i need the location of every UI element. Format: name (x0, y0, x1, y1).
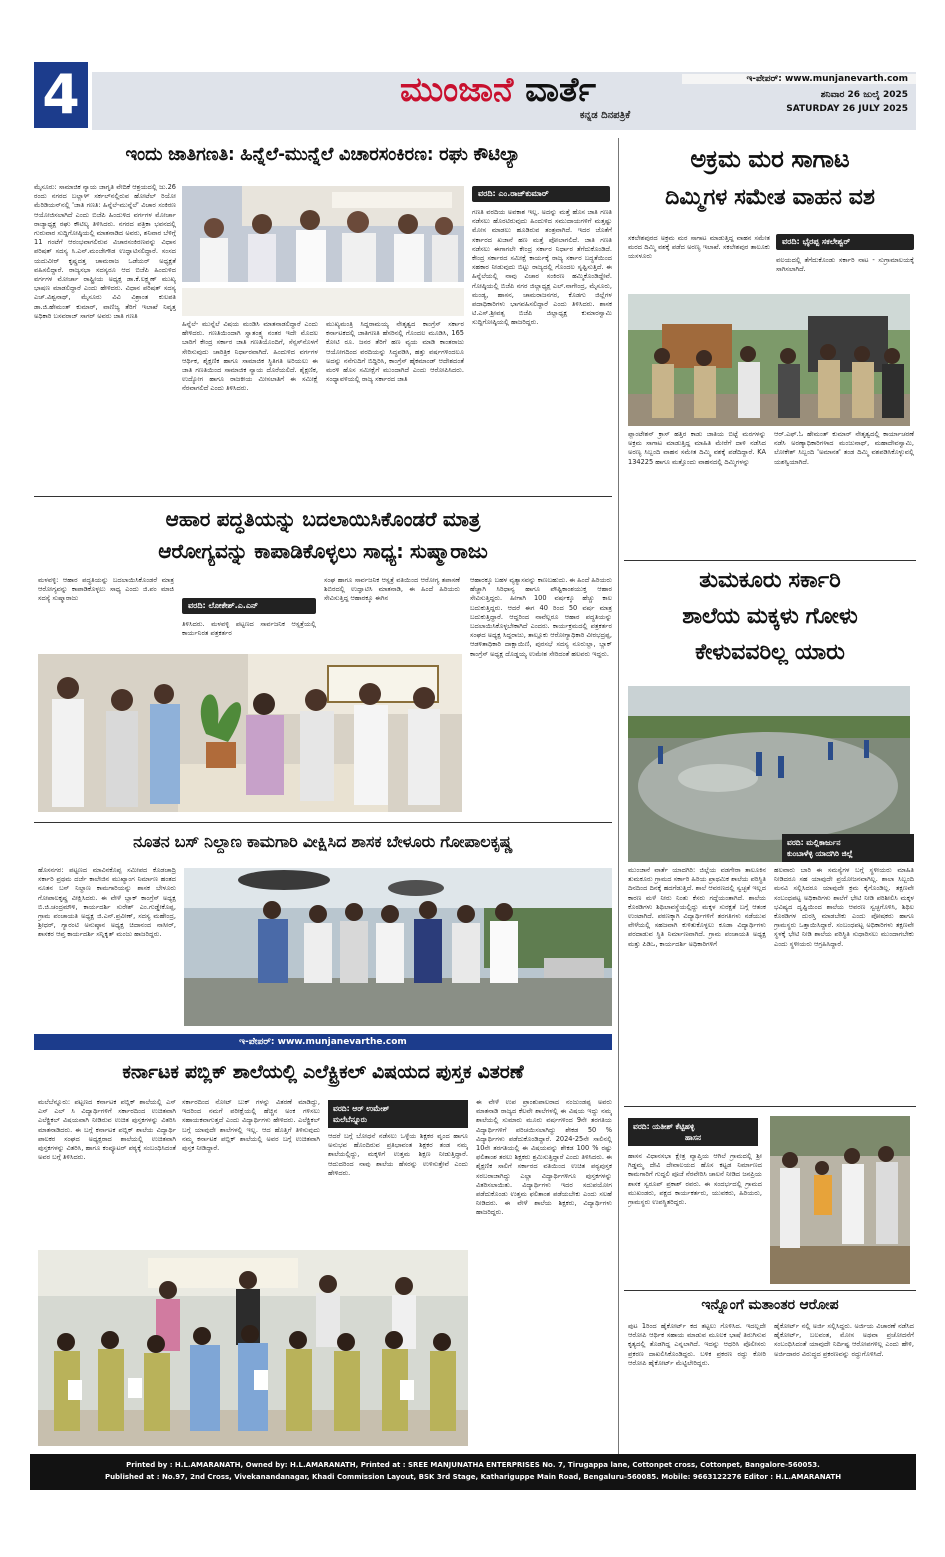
diet-col1: ಮಳವಳ್ಳಿ: ಆಹಾರ ಪದ್ಧತಿಯನ್ನು ಬದಲಾಯಿಸಿಕೊಂಡರೆ ಮಾತ್ರ ಆರೋಗ್ಯವನ್ನು ಕಾಪಾಡಿಕೊಳ್ಳಲು ಸಾಧ್ಯ ಎಂದು ಜಿ.ಪಂ ಮಾಜಿ ಸದಸ್ಯೆ ಸುಷ್ಮಾರಾಜು (38, 576, 174, 603)
date-kannada: ಶನಿವಾರ 26 ಜುಲೈ 2025 (820, 90, 908, 100)
tumakuru-col1: ಮುಂಜಾನೆ ವಾರ್ತೆ ಯಾದಗಿರಿ: ಜಿಲ್ಲೆಯ ವಡಗೇರಾ ತಾಲೂಕಿನ ತುಮಕೂರು ಗ್ರಾಮದ ಸರ್ಕಾರಿ ಹಿರಿಯ ಪ್ರಾಥಮಿಕ ಶಾಲೆಯ ಪರಿಸ್ಥಿತಿ ದಿನದಿಂದ ದಿನಕ್ಕೆ ಹದಗೆಡುತ್ತಿದೆ. ಶಾಲೆ ಆವರಣದಲ್ಲಿ ಸ್ವಚ್ಛತೆ ಇಲ್ಲದ ಕಾರಣ ಮಳೆ ನೀರು ನಿಂತು ಕೆಸರು ಗದ್ದೆಯಂತಾಗಿದೆ. ಶಾಲೆಯ ಕೊಠಡಿಗಳು ಶಿಥಿಲಾವಸ್ಥೆಯಲ್ಲಿದ್ದು ಮಕ್ಕಳ ಸುರಕ್ಷತೆ ಬಗ್ಗೆ ಆತಂಕ ಉಂಟಾಗಿದೆ. ಪಠಣಕ್ಕಾಗಿ ವಿದ್ಯಾರ್ಥಿಗಳಿಗೆ ತರಗತಿಗಳು ನಡೆಯುವ ವೇಳೆಯಲ್ಲಿ ಸಹಜವಾಗಿ ಕುಳಿತುಕೊಳ್ಳಲು ಕೂಡಾ ವಿದ್ಯಾರ್ಥಿಗಳು ಪರದಾಡುವ ಸ್ಥಿತಿ ನಿರ್ಮಾಣವಾಗಿದೆ. ಗ್ರಾಮ ಪಂಚಾಯತಿ ಅಧ್ಯಕ್ಷ ಮತ್ತು ಪಿಡಿಒ, ಕಾರ್ಯದರ್ಶಿ ಅಧಿಕಾರಿಗಳಿಗೆ (628, 866, 766, 948)
tumakuru-byline (782, 834, 914, 862)
conversion-col2: ಹೈಕೋರ್ಟ್ ನಲ್ಲಿ ಅರ್ಜಿ ಸಲ್ಲಿಸಿದ್ದರು. ಅರ್ಜಿಯ ವಿಚಾರಣೆ ನಡೆಸಿದ ಹೈಕೋರ್ಟ್, ಬಲವಂತ, ಮೋಸ ಅಥವಾ ಪ್ರಚೋದನೆಗೆ ಸಂಬಂಧಿಸಿದಂತೆ ಯಾವುದೇ ನಿರ್ದಿಷ್ಟ ಆರೋಪಗಳಿಲ್ಲ ಎಂದು ಹೇಳಿ, ಅರ್ಜಿದಾರರ ವಿರುದ್ಧದ ಪ್ರಕರಣವನ್ನು ರದ್ದುಗೊಳಿಸಿದೆ. (774, 1322, 914, 1358)
diet-col3: ಸಂಘ ಹಾಗೂ ಸಾರ್ವಜನಿಕ ಆಸ್ಪತ್ರೆ ವತಿಯಿಂದ ಆರೋಗ್ಯ ತಪಾಸಣೆ ಶಿಬಿರದಲ್ಲಿ ಉದ್ಘಾಟಿಸಿ ಮಾತನಾಡಿ, ಈ ಹಿಂದೆ ಹಿರಿಯರು ಸೇವಿಸುತ್ತಿದ್ದ ಆಹಾರಕ್ಕೂ ಈಗಿನ (324, 576, 460, 603)
hassan-byline (628, 1118, 758, 1146)
bus-headline: ನೂತನ ಬಸ್ ನಿಲ್ದಾಣ ಕಾಮಗಾರಿ ವೀಕ್ಷಿಸಿದ ಶಾಸಕ ಬೇಳೂರು ಗೋಪಾಲಕೃಷ್ಣ (133, 832, 513, 851)
hassan-byline-1: ವರದಿ: ಯತೀಶ್ ಕೆಟ್ಟಿಹಳ್ಳಿ (633, 1122, 695, 1131)
masthead-title (400, 68, 700, 112)
rule-tumakuru-bottom (624, 1106, 916, 1107)
rule-diet-bottom (34, 822, 612, 823)
page-number: 4 (42, 63, 80, 126)
tumakuru-col2: ಹಲವಾರು ಬಾರಿ ಈ ಸಮಸ್ಯೆಗಳ ಬಗ್ಗೆ ಸ್ಥಳೀಯರು ಮಾಹಿತಿ ನೀಡಿದರೂ ಸಹ ಯಾವುದೇ ಪ್ರಯೋಜನವಾಗಿಲ್ಲ. ಶಾಲಾ ಸಿಬ್ಬಂದಿ ಮನವಿ ಸಲ್ಲಿಸಿದರೂ ಯಾವುದೇ ಕ್ರಮ ಕೈಗೊಂಡಿಲ್ಲ. ತಕ್ಷಣವೇ ಸಂಬಂಧಪಟ್ಟ ಅಧಿಕಾರಿಗಳು ಶಾಲೆಗೆ ಭೇಟಿ ನೀಡಿ ಪರಿಶೀಲಿಸಿ ಮಕ್ಕಳ ಭವಿಷ್ಯದ ದೃಷ್ಟಿಯಿಂದ ಶಾಲೆಯ ಆವರಣ ಸ್ವಚ್ಛಗೊಳಿಸಿ, ಶಿಥಿಲ ಕೊಠಡಿಗಳ ದುರಸ್ತಿ ಮಾಡಬೇಕು ಎಂದು ಪೋಷಕರು ಹಾಗೂ ಗ್ರಾಮಸ್ಥರು ಒತ್ತಾಯಿಸಿದ್ದಾರೆ. ಸಂಬಂಧಪಟ್ಟ ಅಧಿಕಾರಿಗಳು ತಕ್ಷಣವೇ ಸ್ಥಳಕ್ಕೆ ಭೇಟಿ ನೀಡಿ ಶಾಲೆಯ ಪರಿಸ್ಥಿತಿ ಸುಧಾರಿಸಲು ಮುಂದಾಗಬೇಕು ಎಂದು ಸ್ಥಳೀಯರು ಆಗ್ರಹಿಸಿದ್ದಾರೆ. (774, 866, 914, 948)
tumakuru-headline-2: ಶಾಲೆಯ ಮಕ್ಕಳು ಗೋಳು (682, 604, 858, 629)
diet-headline-1: ಆಹಾರ ಪದ್ಧತಿಯನ್ನು ಬದಲಾಯಿಸಿಕೊಂಡರೆ ಮಾತ್ರ (165, 507, 481, 531)
books-photo (38, 1250, 468, 1446)
books-byline-2: ಮಲೆಬೆನ್ನೂರು (333, 1115, 368, 1124)
caste-col2: ಹಿನ್ನೆಲೆ- ಮುನ್ನೆಲೆ ವಿಷಯ ಮಂಡಿಸಿ ಮಾತನಾಡಲಿದ್ದಾರೆ ಎಂದು ಹೇಳಿದರು. ಗಣತಿಯಿಂದಾಗಿ ಸ್ವಾತಂತ್ರ್ಯ ನಂತರ ಇದೇ ಮೊದಲ ಬಾರಿಗೆ ಕೇಂದ್ರ ಸರ್ಕಾರ ಜಾತಿ ಗಣತಿಯೊಂದಿಗೆ, ಸೆನ್ಸಸ್‌ನೊಳಗೆ ಸೇರಿಸುವುದು ಚಾರಿತ್ರಿಕ ನಿರ್ಧಾರವಾಗಿದೆ. ಹಿಂದುಳಿದ ವರ್ಗಗಳ ಆರ್ಥಿಕ, ಶೈಕ್ಷಣಿಕ ಹಾಗೂ ಸಾಮಾಜಿಕ ಸ್ಥಿತಿಗತಿ ಅರಿಯಲು ಈ ಜಾತಿ ಗಣತಿಯಿಂದ ಸಾಮಾಜಿಕ ನ್ಯಾಯ ದೊರೆಯಲಿದೆ. ಶೈಕ್ಷಣಿಕ, ಉದ್ಯೋಗ ಹಾಗೂ ರಾಜಕೀಯ ಮೀಸಲಾತಿಗೆ ಈ ಸಮೀಕ್ಷೆ ನೆರವಾಗಲಿದೆ ಎಂದು ತಿಳಿಸಿದರು. (182, 320, 318, 393)
title-black: ವಾರ್ತೆ (525, 70, 596, 110)
tumakuru-byline-1: ವರದಿ: ಮಲ್ಲಿಕಾರ್ಜುನ (787, 838, 841, 847)
caste-col4: ಗಣತಿ ವರದಿಯ ಅವಕಾಶ ಇಲ್ಲ. ಅದನ್ನು ಮತ್ತೆ ಹೊಸ ಜಾತಿ ಗಣತಿ ನಡೆಸಲು ಹೊರಟಿರುವುದು ಹಿಂದುಳಿದ ಸಮುದಾಯಗಳಿಗೆ ಮತ್ತಷ್ಟು ಮೋಸ ಮಾಡಲು ಹೂಡಿರುವ ತಂತ್ರವಾಗಿದೆ. ಇದರ ಜೊತೆಗೆ ಸರ್ಕಾರದ ಖಜಾನೆ ಹಣ ಮತ್ತೆ ಪೋಲಾಗಲಿದೆ. ಜಾತಿ ಗಣತಿ ನಡೆಸಲು ಈಗಾಗಲೇ ಕೇಂದ್ರ ಸರ್ಕಾರ ನಿರ್ಧಾರ ತೆಗೆದುಕೊಂಡಿದೆ. ಕೇಂದ್ರ ಸರ್ಕಾರದ ಸಮೀಕ್ಷೆ ಕಾರ್ಯಕ್ಕೆ ರಾಜ್ಯ ಸರ್ಕಾರ ಬದ್ಧತೆಯಿಂದ ಸಹಕಾರ ನೀಡುವುದು ಬಿಟ್ಟು ರಾಜ್ಯದಲ್ಲಿ ಗೊಂದಲ ಸೃಷ್ಟಿಸುತ್ತಿದೆ. ಈ ಹಿನ್ನೆಲೆಯಲ್ಲಿ ನಾವು ವಿಚಾರ ಸಂಕಿರಣ ಹಮ್ಮಿಕೊಂಡಿದ್ದೇವೆ. ಗೋಷ್ಠಿಯಲ್ಲಿ ಬಿಜೆಪಿ ನಗರ ಜಿಲ್ಲಾಧ್ಯಕ್ಷ ಎಲ್.ನಾಗೇಂದ್ರ, ಮೈಸೂರು, ಮಂಡ್ಯ, ಹಾಸನ, ಚಾಮರಾಜನಗರ, ಕೊಡಗು ಜಿಲ್ಲೆಗಳ ಪದಾಧಿಕಾರಿಗಳು ಭಾಗವಹಿಸಲಿದ್ದಾರೆ ಎಂದು ತಿಳಿಸಿದರು. ಶಾಸಕ ಟಿ.ಎಸ್.ಶ್ರೀವತ್ಸ ಬಿಜೆಪಿ ಜಿಲ್ಲಾಧ್ಯಕ್ಷ ಕುಮಾರಸ್ವಾಮಿ ಸುದ್ದಿಗೋಷ್ಠಿಯಲ್ಲಿ ಹಾಜರಿದ್ದರು. (472, 208, 612, 327)
books-col3: ಆದರೆ ಬಗ್ಗೆ ಬೋಧನೆ ನಡೆಸಲು ಒಳ್ಳೆಯ ಶಿಕ್ಷಕರ ವೃಂದ ಹಾಗೂ ಅನುಭವ ಹೊಂದಿರುವ ಪ್ರತಿಭಾವಂತ ಶಿಕ್ಷಕರ ತಂಡ ನಮ್ಮ ಶಾಲೆಯಲ್ಲಿದ್ದು, ಮಕ್ಕಳಿಗೆ ಉತ್ತಮ ಶಿಕ್ಷಣ ನೀಡುತ್ತಿದ್ದಾರೆ. ಆದುದರಿಂದ ನಾವು ಶಾಲೆಯ ಹೆಸರನ್ನು ಉಳಿಸುತ್ತೇವೆ ಎಂದು ಹೇಳಿದರು. (328, 1132, 468, 1177)
books-byline (328, 1100, 468, 1128)
diet-byline: ವರದಿ: ಲೋಕೇಶ್.ಎ.ಎನ್ (182, 598, 316, 614)
hassan-text: ಹಾಸನ ವಿಧಾನಸಭಾ ಕ್ಷೇತ್ರ ವ್ಯಾಪ್ತಿಯ ಆಗಿಲೆ ಗ್ರಾಮದಲ್ಲಿ ಶ್ರೀ ಗಿಡ್ಡಮ್ಮ ದೇವಿ ದೇವಾಲಯದ ಹೊಸ ಕಟ್ಟಡ ನಿರ್ಮಾಣದ ಕಾಮಗಾರಿಗೆ ಗುದ್ದಲಿ ಪೂಜೆ ನೆರವೇರಿಸಿ ಚಾಲನೆ ನೀಡಿದ ಜನಪ್ರಿಯ ಶಾಸಕ ಸ್ವರೂಪ್ ಪ್ರಕಾಶ್ ರವರು. ಈ ಸಂದರ್ಭದಲ್ಲಿ ಗ್ರಾಮದ ಮುಖಂಡರು, ಪಕ್ಷದ ಕಾರ್ಯಕರ್ತರು, ಯುವಕರು, ಹಿರಿಯರು, ಗ್ರಾಮಸ್ಥರು ಉಪಸ್ಥಿತರಿದ್ದರು. (628, 1152, 762, 1207)
logging-col2-top: ವಲಯದಲ್ಲಿ ತೆಗೆದುಕೊಂಡು ಸರ್ಕಾರಿ ನಾಟ - ಸುಗ್ರಾಮಾಲಯಕ್ಕೆ ಸಾಗಿಸಲಾಗಿದೆ. (776, 256, 914, 274)
logging-photo (628, 294, 910, 426)
footer (30, 1454, 916, 1490)
caste-byline: ವರದಿ: ಎಂ.ರಾಜ್‌ಕುಮಾರ್ (472, 186, 610, 202)
conversion-col1: ಪುಟ 1ರಿಂದ ಹೈಕೋರ್ಟ್ ಕದ ತಟ್ಟಲು ಗೊಳಿಸಿದ. ಇದಲ್ಲದೇ ಆರೋಪಿ ಆರ್ಥಿಕ ಸಹಾಯ ಮಾಡುವ ಮೂಲಕ ಭಾಷೆ ತಿರುಗಿಸುವ ಕೃತ್ಯದಲ್ಲಿ ತೊಡಗಿದ್ದ ಎನ್ನಲಾಗಿದೆ. ಇದನ್ನು ಆಧರಿಸಿ ಪೊಲೀಸರು ಪ್ರಕರಣ ದಾಖಲಿಸಿಕೊಂಡಿದ್ದರು. ಬಳಿಕ ಪ್ರಕರಣ ರದ್ದು ಕೋರಿ ಆರೋಪಿ ಹೈಕೋರ್ಟ್ ಮೆಟ್ಟಿಲೇರಿದ್ದರು. (628, 1322, 766, 1367)
hassan-byline-2: ಹಾಸನ (685, 1133, 701, 1142)
date-english: SATURDAY 26 JULY 2025 (786, 104, 908, 114)
tumakuru-headline-1: ತುಮಕೂರು ಸರ್ಕಾರಿ (699, 568, 841, 593)
epaper-strip-text: ಇ-ಪೇಪರ್: www.munjanevarthe.com (239, 1037, 407, 1047)
masthead (30, 58, 916, 132)
caste-col3: ಮುಖ್ಯಮಂತ್ರಿ ಸಿದ್ದರಾಮಯ್ಯ ನೇತೃತ್ವದ ಕಾಂಗ್ರೆಸ್ ಸರ್ಕಾರ ಕರ್ನಾಟಕದಲ್ಲಿ ಜಾತಿಗಣತಿ ಹೆಸರಿನಲ್ಲಿ ಗೊಂದಲ ಮೂಡಿಸಿ, 165 ಕೋಟಿ ರೂ. ಜನರ ತೆರಿಗೆ ಹಣ ವ್ಯಯ ಮಾಡಿ ಕಾಂತರಾಜು ಆಯೋಗದಿಂದ ವರದಿಯನ್ನು ಸಿದ್ಧಪಡಿಸಿ, ಹತ್ತು ವರ್ಷಗಳಿಂದಲೂ ಅದನ್ನು ನನೆಗುದಿಗೆ ಬಿದ್ದಿರಿಸಿ, ಕಾಂಗ್ರೆಸ್ ಹೈಕಮಾಂಡ್ ಆದೇಶದಂತೆ ಮರಳಿ ಹೊಸ ಸಮೀಕ್ಷೆಗೆ ಮುಂದಾಗಿದೆ ಎಂದು ಆರೋಪಿಸಿದರು. ಸಂಧ್ಯಾವಳಿಯಲ್ಲಿ ರಾಜ್ಯ ಸರ್ಕಾರದ ಜಾತಿ (326, 320, 464, 384)
footer-line2: Published at : No.97, 2nd Cross, Vivekanandanagar, Khadi Commission Layout, BSK 3rd Stage, Kathariguppe Main Road, Bengaluru-560085. Mobile: 9663122276 Editor : H.L.AMARANATH (104, 1473, 842, 1481)
logging-byline: ವರದಿ: ಭೈರಪ್ಪ ಸಕಲೇಶ್ವರ್ (776, 234, 914, 250)
caste-headline: ಇಂದು ಜಾತಿಗಣತಿ: ಹಿನ್ನೆಲೆ-ಮುನ್ನೆಲೆ ವಿಚಾರಸಂಕಿರಣ: ರಘು ಕೌಟಿಲ್ಯಾ (125, 144, 521, 165)
bus-text: ಹೊಸನಗರ: ಪಟ್ಟಣದ ಮಾವಿನಕೊಪ್ಪ ಸಮೀಪದ ಕೊಡಚಾದ್ರಿ ಸರ್ಕಾರಿ ಪ್ರಥಮ ದರ್ಜೆ ಕಾಲೇಜಿನ ಮುಖ್ಯಾಂಗ ನಿರ್ಮಾಣ ಹಂತದ ನೂತನ ಬಸ್ ನಿಲ್ದಾಣ ಕಾಮಗಾರಿಯನ್ನು ಶಾಸಕ ಬೇಳೂರು ಗೋಪಾಲಕೃಷ್ಣ ವೀಕ್ಷಿಸಿದರು. ಈ ವೇಳೆ ಬ್ಲಾಕ್ ಕಾಂಗ್ರೆಸ್ ಅಧ್ಯಕ್ಷ ಬಿ.ಜಿ.ಚಂದ್ರಮೌಳಿ, ಕಾರ್ಯದರ್ಶಿ ಸುರೇಶ್ ಎಂ.ಗುಡ್ಡೇಕೊಪ್ಪ, ಗ್ರಾಮ ಪಂಚಾಯತಿ ಅಧ್ಯಕ್ಷ ಜಿ.ಎನ್.ಪ್ರವೀಣ್, ಸದಸ್ಯ ಮಹೇಂದ್ರ, ಶ್ರೀಧರ್, ಗ್ಯಾರಂಟಿ ಅನುಷ್ಠಾನ ಅಧ್ಯಕ್ಷ ಚಿದಾನಂದ ನಾಸೀರ್, ಶಾಸಕರ ಆಪ್ತ ಕಾರ್ಯದರ್ಶಿ ಸನ್ನಿಕೃತ್ ಮಂಜು ಹಾಜರಿದ್ದರು. (38, 866, 176, 939)
title-red: ಮುಂಜಾನೆ (400, 70, 514, 110)
diet-photo (38, 654, 462, 812)
masthead-tagline: ಕನ್ನಡ ದಿನಪತ್ರಿಕೆ (579, 110, 631, 121)
epaper-label: ಇ-ಪೇಪರ್: www.munjanevarth.com (682, 74, 916, 84)
bus-photo (184, 868, 612, 1026)
footer-line1: Printed by : H.L.AMARANATH, Owned by: H.L.AMARANATH, Printed at : SREE MANJUNATHA ENTERPRISES No. 7, Tirugappa lane, Cottonpet cross, Cottonpet, Bangalore-560053. (126, 1461, 820, 1469)
tumakuru-byline-2: ಕುಂಬಾಳೆಳ್ಳಿ ಯಾದಗಿರಿ ಜಿಲ್ಲೆ (787, 849, 853, 858)
caste-col1: ಮೈಸೂರು: ಸಾಮಾಜಿಕ ನ್ಯಾಯ ಜಾಗೃತಿ ವೇದಿಕೆ ಆಶ್ರಯದಲ್ಲಿ ಜು.26 ರಂದು ನಗರದ ಬಲ್ಲಾಳ್ ಸರ್ಕಲ್‌ನಲ್ಲಿರುವ ಹೋಟೆಲ್ ರಿಯೋ ಮೆರಿಡಿಯನ್‌ನಲ್ಲಿ 'ಜಾತಿ ಗಣತಿ: ಹಿನ್ನೆಲೆ-ಮುನ್ನೆಲೆ' ವಿಚಾರ ಸಂಕಿರಣ ಆಯೋಜಿಸಲಾಗಿದೆ ಎಂದು ಬಿಜೆಪಿ ಹಿಂದುಳಿದ ವರ್ಗಗಳ ಮೋರ್ಚಾ ರಾಜ್ಯಾಧ್ಯಕ್ಷ ರಘು ಕೌಟಿಲ್ಯ ತಿಳಿಸಿದರು. ನಗರದ ಪತ್ರಿಕಾ ಭವನದಲ್ಲಿ ಗುರುವಾರ ಸುದ್ದಿಗೋಷ್ಠಿಯಲ್ಲಿ ಮಾತನಾಡಿದ ಅವರು, ಶನಿವಾರ ಬೆಳಿಗ್ಗೆ 11 ಗಂಟೆಗೆ ಆರಂಭವಾಗಲಿರುವ ವಿಚಾರಸಂಕಿರಣವನ್ನು ವಿಧಾನ ಪರಿಷತ್ ಸದಸ್ಯ ಸಿ.ಎನ್.ಮಂಜೇಗೌಡ ಉದ್ಘಾಟಿಸಲಿದ್ದಾರೆ. ಸಂಸದ ಯದುವೀರ್ ಕೃಷ್ಣದತ್ತ ಚಾಮರಾಜ ಒಡೆಯರ್ ಅಧ್ಯಕ್ಷತೆ ವಹಿಸಲಿದ್ದಾರೆ. ರಾಜ್ಯಸಭಾ ಸದಸ್ಯರೂ ಆದ ಬಿಜೆಪಿ ಹಿಂದುಳಿದ ವರ್ಗಗಳ ಮೋರ್ಚಾ ರಾಷ್ಟ್ರೀಯ ಅಧ್ಯಕ್ಷ ಡಾ.ಕೆ.ಲಕ್ಷ್ಮಣ್ ಮುಖ್ಯ ಭಾಷಣ ಮಾಡಲಿದ್ದಾರೆ ಎಂದು ಹೇಳಿದರು. ವಿಧಾನ ಪರಿಷತ್ ಸದಸ್ಯ ಎಚ್.ವಿಶ್ವನಾಥ್, ಮೈಸೂರು ವಿವಿ ವಿಶ್ರಾಂತ ಕುಲಪತಿ ಡಾ.ಜಿ.ಹೇಮಂತ್ ಕುಮಾರ್, ವಾಣಿಜ್ಯ ತೆರಿಗೆ ಇಲಾಖೆ ನಿವೃತ್ತ ಅಧಿಕಾರಿ ಬಸವರಾಜ್ ಸಾಗರ್ ಅವರು ಜಾತಿ ಗಣತಿ (34, 183, 176, 320)
rule-logging-bottom (624, 560, 916, 561)
newspaper-page (30, 58, 916, 1490)
caste-photo (182, 186, 464, 316)
diet-col2: ತಿಳಿಸಿದರು. ಮಳವಳ್ಳಿ ಪಟ್ಟಣದ ಸಾರ್ವಜನಿಕ ಆಸ್ಪತ್ರೆಯಲ್ಲಿ ಕಾರ್ಯನಿರತ ಪತ್ರಕರ್ತರ (182, 620, 316, 638)
conversion-headline: ಇನ್ನೊಂಗೆ ಮತಾಂತರ ಆರೋಪ (701, 1297, 839, 1313)
logging-col1-top: ಸಕಲೇಶಪುರದ ಅಕ್ರಮ ಮರ ಸಾಗಾಟ ಮಾಡುತ್ತಿದ್ದ ವಾಹನ ಸಮೇತ ಮರದ ದಿಮ್ಮಿ ವಶಕ್ಕೆ ಪಡೆದ ಅರಣ್ಯ ಇಲಾಖೆ. ಸಕಲೇಶಪುರ ತಾಲೂಕು ಯಸಳೂರು (628, 234, 770, 261)
books-col2: ಸರ್ಕಾರದಿಂದ ನೋಟ್ ಬುಕ್ ಗಳನ್ನು ವಿತರಣೆ ಮಾಡಿದ್ದು, ಇದರಿಂದ ನಮಗೆ ಪರೀಕ್ಷೆಯಲ್ಲಿ ಹೆಚ್ಚಿನ ಅಂಕ ಗಳಿಸಲು ಸಹಾಯಕವಾಗುತ್ತದೆ ಎಂದು ವಿದ್ಯಾರ್ಥಿಗಳು ಹೇಳಿದರು. ಎಲೆಕ್ಟ್ರಿಕಲ್ ಬಗ್ಗೆ ಯಾವುದೇ ಶಾಲೆಗಳಲ್ಲಿ ಇಲ್ಲ. ಆದ ಹೊತ್ತಿಗೆ ತಿಳಿಸುವುದು ನಮ್ಮ ಕರ್ನಾಟಕ ಪಬ್ಲಿಕ್ ಶಾಲೆಯಲ್ಲಿ ಅವರ ಬಗ್ಗೆ ಉಚಿತವಾಗಿ ಪುಸ್ತಕ ನೀಡಿದ್ದಾರೆ. (182, 1098, 320, 1153)
logging-headline-2: ದಿಮ್ಮಿಗಳ ಸಮೇತ ವಾಹನ ವಶ (665, 185, 875, 210)
logging-col1-bottom: ಪ್ಲಾಂಟೇಶನ್ ಕ್ರಾಸ್ ಹತ್ತಿರ ಕಾಡು ಜಾತಿಯ ಬಿಟ್ಟೆ ಮರಗಳನ್ನು ಅಕ್ರಮ ಸಾಗಾಟ ಮಾಡುತ್ತಿದ್ದ ಮಾಹಿತಿ ಮೇರೆಗೆ ದಾಳಿ ನಡೆಸಿದ ಅರಣ್ಯ ಸಿಬ್ಬಂದಿ ವಾಹನ ಸಮೇತ ದಿಮ್ಮಿ ವಶಕ್ಕೆ ಪಡೆದಿದ್ದಾರೆ. KA 134225 ಹಾಗೂ ಮತ್ತೊಂದು ವಾಹನದಲ್ಲಿ ದಿಮ್ಮಿಗಳನ್ನು (628, 430, 766, 466)
epaper-strip (34, 1034, 612, 1050)
diet-headline-2: ಆರೋಗ್ಯವನ್ನು ಕಾಪಾಡಿಕೊಳ್ಳಲು ಸಾಧ್ಯ: ಸುಷ್ಮಾರಾಜು (158, 539, 488, 563)
column-divider (618, 138, 619, 1488)
rule-hassan-bottom (624, 1290, 916, 1291)
diet-col4: ಆಹಾರಕ್ಕೂ ಬಹಳ ವ್ಯತ್ಯಾಸವನ್ನು ಕಾಣಬಹುದು. ಈ ಹಿಂದೆ ಹಿರಿಯರು ಹೆಚ್ಚಾಗಿ ಸಿರಿಧಾನ್ಯ ಹಾಗೂ ಪೌಷ್ಟಿಕಾಂಶಯುಕ್ತ ಆಹಾರ ಸೇವಿಸುತ್ತಿದ್ದರು. ಹೀಗಾಗಿ 100 ವರ್ಷಕ್ಕೂ ಹೆಚ್ಚು ಕಾಲ ಬದುಕುತ್ತಿದ್ದರು. ಆದರೆ ಈಗ 40 ರಿಂದ 50 ವರ್ಷ ಮಾತ್ರ ಬದುಕುತ್ತಿದ್ದಾರೆ. ಆದ್ದರಿಂದ ನಾವೆಲ್ಲರೂ ಆಹಾರ ಪದ್ಧತಿಯನ್ನು ಬದಲಾಯಿಸಿಕೊಳ್ಳಬೇಕಾಗಿದೆ ಎಂದರು. ಕಾರ್ಯಕ್ರಮದಲ್ಲಿ ಪತ್ರಕರ್ತರ ಸಂಘದ ಅಧ್ಯಕ್ಷ ಸಿದ್ದರಾಜು, ತಾಲ್ಲೂಕು ಆರೋಗ್ಯಾಧಿಕಾರಿ ವೀರಭದ್ರಪ್ಪ, ಆಡಳಿತಾಧಿಕಾರಿ ದಾಕ್ಷಾಯಿಣಿ, ಪುರಸಭೆ ಸದಸ್ಯ ನೂರುಲ್ಲಾ, ಬ್ಲಾಕ್ ಕಾಂಗ್ರೆಸ್ ಅಧ್ಯಕ್ಷ ದೊಡ್ಡಯ್ಯ ಉಮೇಶ ಸೇರಿದಂತೆ ಹಲವರು ಇದ್ದರು. (470, 576, 612, 658)
rule-caste-bottom (34, 496, 612, 497)
books-col1: ಮಲೆಬೆನ್ನೂರು: ಪಟ್ಟಣದ ಕರ್ನಾಟಕ ಪಬ್ಲಿಕ್ ಶಾಲೆಯಲ್ಲಿ ಎಸ್ ಎಸ್ ಎಲ್ ಸಿ ವಿದ್ಯಾರ್ಥಿಗಳಿಗೆ ಸರ್ಕಾರದಿಂದ ಉಚಿತವಾಗಿ ಎಲೆಕ್ಟ್ರಿಕಲ್ ವಿಷಯವಾಗಿ ನೀಡಿರುವ ಉಚಿತ ಪುಸ್ತಕಗಳನ್ನು ವಿತರಿಸಿ ಮಾತನಾಡಿದರು. ಈ ಬಗ್ಗೆ ಕರ್ನಾಟಕ ಪಬ್ಲಿಕ್ ಶಾಲೆಯ ವಿದ್ಯಾರ್ಥಿ ಪಾಲಕರ ಸಂಘದ ಅಧ್ಯಕ್ಷರಾದ ಶಾಲೆಯಲ್ಲಿ ಉಚಿತವಾಗಿ ಪುಸ್ತಕಗಳನ್ನು ವಿತರಿಸಿ, ಹಾಗೂ ಕಂಪ್ಯೂಟರ್ ಪಠ್ಯಕ್ಕೆ ಸಂಬಂಧಿಸಿದಂತೆ ಅವರ ಬಗ್ಗೆ ತಿಳಿಸಿದರು. (38, 1098, 176, 1162)
hassan-photo (770, 1116, 910, 1284)
logging-col2-bottom: ಆರ್.ಎಫ್.ಓ ಹೇಮಂತ್ ಕುಮಾರ್ ನೇತೃತ್ವದಲ್ಲಿ ಕಾರ್ಯಾಚರಣೆ ನಡೆಸಿ ಅರಣ್ಯಾಧಿಕಾರಿಗಳಾದ ಮಂಜುನಾಥ್, ಮಹಾದೇವಸ್ವಾಮಿ, ಲೋಕೇಶ್ ಸಿಬ್ಬಂದಿ 'ಅಮಾನತ' ತಂಡ ದಿಮ್ಮಿ ವಶಪಡಿಸಿಕೊಳ್ಳುವಲ್ಲಿ ಯಶಸ್ವಿಯಾಗಿದೆ. (774, 430, 914, 466)
page-number-box (34, 62, 88, 128)
books-col4: ಈ ವೇಳೆ ಉಪ ಪ್ರಾಂಶುಪಾಲರಾದ ನಂಜುಂಡಪ್ಪ ಅವರು ಮಾತನಾಡಿ ರಾಜ್ಯದ ಕೆಲವೇ ಶಾಲೆಗಳಲ್ಲಿ ಈ ವಿಷಯ ಇದ್ದು ನಮ್ಮ ಶಾಲೆಯಲ್ಲಿ ಸುಮಾರು ಮೂರು ವರ್ಷಗಳಿಂದ 9ನೇ ತರಗತಿಯ ವಿದ್ಯಾರ್ಥಿಗಳಿಗೆ ಪರಿಚಯಿಸಲಾಗಿದ್ದು ಶೇಕಡ 50 % ವಿದ್ಯಾರ್ಥಿಗಳು ಪಡೆದುಕೊಂಡಿದ್ದಾರೆ. 2024-25ನೇ ಸಾಲಿನಲ್ಲಿ 10ನೇ ತರಗತಿಯಲ್ಲಿ ಈ ವಿಷಯವನ್ನು ಶೇಕಡ 100 % ರಷ್ಟು ಫಲಿತಾಂಶ ತರಲು ಶಿಕ್ಷಕರು ಶ್ರಮಿಸುತ್ತಿದ್ದಾರೆ ಎಂದು ತಿಳಿಸಿದರು. ಈ ಶೈಕ್ಷಣಿಕ ಸಾಲಿಗೆ ಸರ್ಕಾರದ ವತಿಯಿಂದ ಉಚಿತ ಪಠ್ಯಪುಸ್ತಕ ಸರಬರಾಜಾಗಿದ್ದು ಎಲ್ಲಾ ವಿದ್ಯಾರ್ಥಿಗಳಿಗೂ ಪುಸ್ತಕಗಳನ್ನು ವಿತರಿಸಲಾಯಿತು. ವಿದ್ಯಾರ್ಥಿಗಳು ಇದರ ಸದುಪಯೋಗ ಪಡೆದುಕೊಂಡು ಉತ್ತಮ ಫಲಿತಾಂಶ ಪಡೆಯಬೇಕು ಎಂದು ಸಲಹೆ ನೀಡಿದರು. ಈ ವೇಳೆ ಶಾಲೆಯ ಶಿಕ್ಷಕರು, ವಿದ್ಯಾರ್ಥಿಗಳು ಹಾಜರಿದ್ದರು. (476, 1098, 612, 1217)
books-headline: ಕರ್ನಾಟಕ ಪಬ್ಲಿಕ್ ಶಾಲೆಯಲ್ಲಿ ಎಲೆಕ್ಟ್ರಿಕಲ್ ವಿಷಯದ ಪುಸ್ತಕ ವಿತರಣೆ (122, 1061, 524, 1083)
logging-headline-1: ಅಕ್ರಮ ಮರ ಸಾಗಾಟ (690, 145, 850, 173)
books-byline-1: ವರದಿ: ಆರ್ ಉಮೇಶ್ (333, 1104, 390, 1113)
tumakuru-headline-3: ಕೇಳುವವರಿಲ್ಲ ಯಾರು (695, 640, 845, 665)
